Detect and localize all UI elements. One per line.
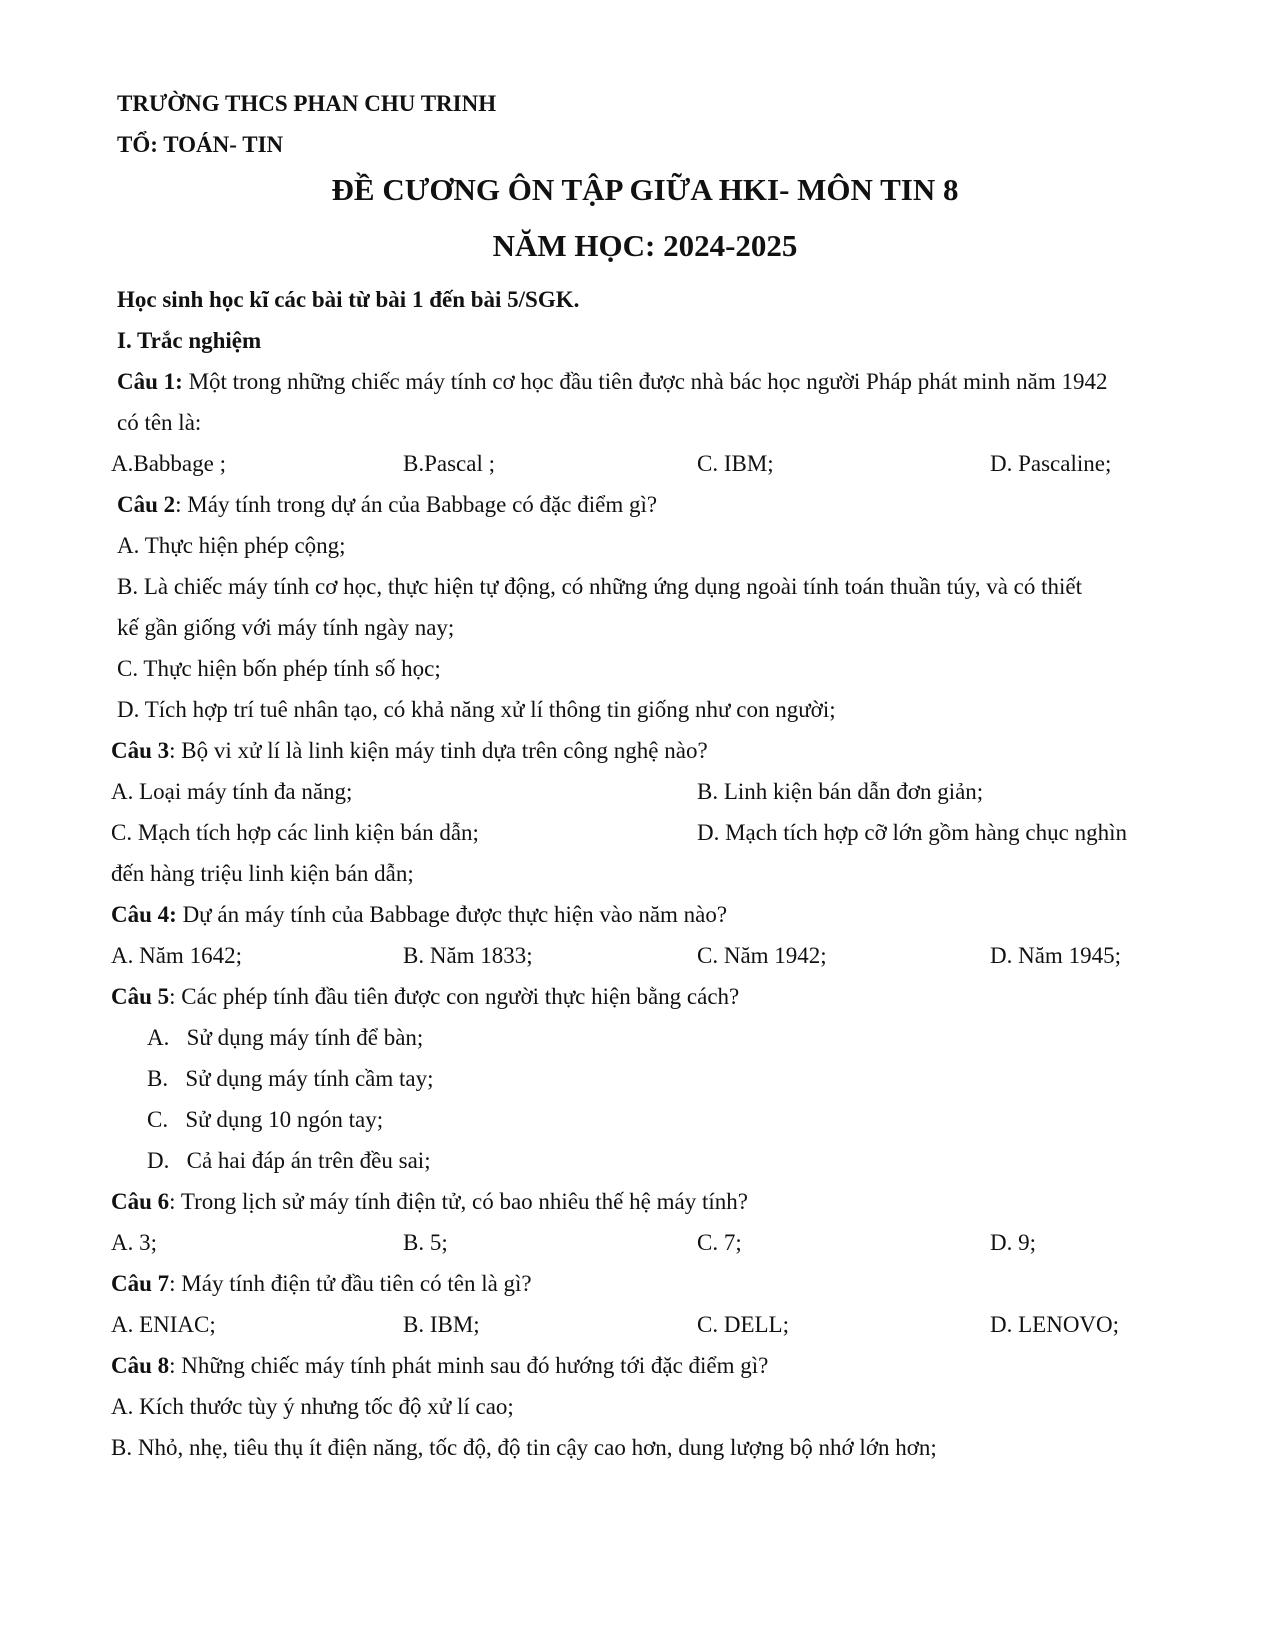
question-4 xyxy=(111,901,727,929)
question-text: : Bộ vi xử lí là linh kiện máy tinh dựa trên công nghệ nào? xyxy=(169,738,708,763)
instruction: Học sinh học kĩ các bài từ bài 1 đến bài 5/SGK. xyxy=(117,287,580,312)
q8-option-b: B. Nhỏ, nhẹ, tiêu thụ ít điện năng, tốc độ, độ tin cậy cao hơn, dung lượng bộ nhớ lớn hơn; xyxy=(111,1435,937,1460)
q7-option-b: B. IBM; xyxy=(403,1312,480,1337)
q1-option-c: C. IBM; xyxy=(697,451,774,476)
q2-option-c: C. Thực hiện bốn phép tính số học; xyxy=(117,656,441,681)
q6-option-d: D. 9; xyxy=(990,1230,1036,1255)
q3-option-c: C. Mạch tích hợp các linh kiện bán dẫn; xyxy=(111,820,479,845)
q3-option-a: A. Loại máy tính đa năng; xyxy=(111,779,353,804)
q1-option-d: D. Pascaline; xyxy=(990,451,1112,476)
question-text: : Trong lịch sử máy tính điện tử, có bao nhiêu thế hệ máy tính? xyxy=(169,1189,748,1214)
q5-option-a: A. Sử dụng máy tính để bàn; xyxy=(147,1025,424,1050)
department-name: TỔ: TOÁN- TIN xyxy=(117,132,284,157)
question-3 xyxy=(111,737,708,765)
question-5 xyxy=(111,983,739,1011)
q4-option-c: C. Năm 1942; xyxy=(697,943,827,968)
question-text: : Các phép tính đầu tiên được con người thực hiện bằng cách? xyxy=(169,984,740,1009)
q7-option-c: C. DELL; xyxy=(697,1312,789,1337)
question-text: Dự án máy tính của Babbage được thực hiện vào năm nào? xyxy=(176,902,728,927)
school-year: NĂM HỌC: 2024-2025 xyxy=(492,228,798,263)
question-label: Câu 8 xyxy=(111,1353,170,1378)
q5-option-d: D. Cả hai đáp án trên đều sai; xyxy=(147,1148,431,1173)
question-6 xyxy=(111,1188,748,1216)
q6-option-c: C. 7; xyxy=(697,1230,742,1255)
question-1-text-cont: có tên là: xyxy=(117,410,202,435)
question-label: Câu 1: xyxy=(117,369,183,394)
q6-option-b: B. 5; xyxy=(403,1230,448,1255)
question-1 xyxy=(117,368,1108,396)
question-2 xyxy=(117,491,657,519)
q7-option-d: D. LENOVO; xyxy=(990,1312,1120,1337)
q2-option-b-cont: kế gần giống với máy tính ngày nay; xyxy=(117,615,455,640)
question-7 xyxy=(111,1270,532,1298)
question-8 xyxy=(111,1352,768,1380)
q2-option-b: B. Là chiếc máy tính cơ học, thực hiện tự động, có những ứng dụng ngoài tính toán thuần túy, và có thiết xyxy=(117,574,1083,599)
question-label: Câu 5 xyxy=(111,984,170,1009)
question-text: : Máy tính trong dự án của Babbage có đặc điểm gì? xyxy=(175,492,658,517)
question-label: Câu 7 xyxy=(111,1271,170,1296)
q8-option-a: A. Kích thước tùy ý nhưng tốc độ xử lí cao; xyxy=(111,1394,514,1419)
q3-option-d: D. Mạch tích hợp cỡ lớn gồm hàng chục nghìn xyxy=(697,820,1127,845)
question-text: Một trong những chiếc máy tính cơ học đầu tiên được nhà bác học người Pháp phát minh năm 1942 xyxy=(182,369,1108,394)
q5-option-c: C. Sử dụng 10 ngón tay; xyxy=(147,1107,384,1132)
q4-option-b: B. Năm 1833; xyxy=(403,943,533,968)
document-title: ĐỀ CƯƠNG ÔN TẬP GIỮA HKI- MÔN TIN 8 xyxy=(331,172,959,207)
question-label: Câu 6 xyxy=(111,1189,170,1214)
q6-option-a: A. 3; xyxy=(111,1230,157,1255)
q1-option-b: B.Pascal ; xyxy=(403,451,495,476)
q2-option-a: A. Thực hiện phép cộng; xyxy=(117,533,346,558)
section-title: I. Trắc nghiệm xyxy=(117,328,262,353)
question-text: : Những chiếc máy tính phát minh sau đó hướng tới đặc điểm gì? xyxy=(169,1353,769,1378)
question-text: : Máy tính điện tử đầu tiên có tên là gì? xyxy=(169,1271,532,1296)
q3-option-b: B. Linh kiện bán dẫn đơn giản; xyxy=(697,779,984,804)
q1-option-a: A.Babbage ; xyxy=(111,451,226,476)
q4-option-d: D. Năm 1945; xyxy=(990,943,1121,968)
question-label: Câu 2 xyxy=(117,492,176,517)
question-label: Câu 4: xyxy=(111,902,177,927)
q5-option-b: B. Sử dụng máy tính cầm tay; xyxy=(147,1066,434,1091)
q7-option-a: A. ENIAC; xyxy=(111,1312,216,1337)
q2-option-d: D. Tích hợp trí tuê nhân tạo, có khả năng xử lí thông tin giống như con người; xyxy=(117,697,836,722)
school-name: TRƯỜNG THCS PHAN CHU TRINH xyxy=(117,91,497,116)
q4-option-a: A. Năm 1642; xyxy=(111,943,242,968)
q3-option-d-cont: đến hàng triệu linh kiện bán dẫn; xyxy=(111,861,414,886)
question-label: Câu 3 xyxy=(111,738,170,763)
